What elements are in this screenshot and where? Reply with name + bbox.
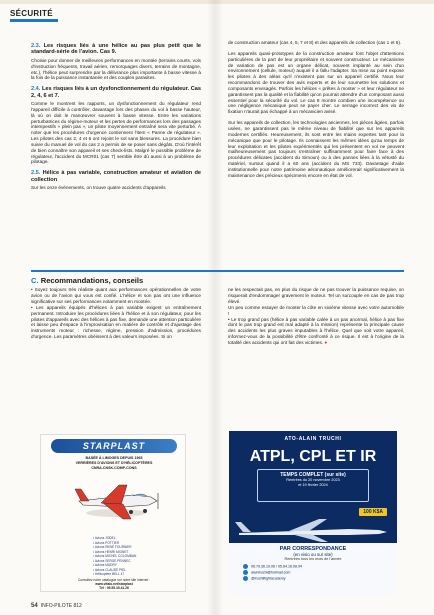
page-fold-shadow <box>207 0 223 615</box>
airliner-icon <box>229 513 397 543</box>
heading-2-3: 2.3. Les risques liés à une hélice au pas plus petit que le standard-série de l'avion. Cas 9. <box>31 43 201 56</box>
list-item: • Avions HENRI MIGNET <box>93 550 136 555</box>
end-mark-icon: ● <box>324 340 328 346</box>
paragraph-right-2: Les appareils quasi-prototypes de la construction amateur font l'objet d'attentions particulières de la part de leur propriétaire et souvent constructeur. Le mécanisme de variation de pas est un organe délicat, souvent implanté au sein d'un environnement (cellule, moteur) auquel il a fallu l'adapter. Sa mise au point expose les pilotes à des aléas qu'il n'existent pas sur un appareil certifié. Nous leur recommandons de trouver des avis experts et de leur soumettre les solutions et composants envisagés. Parfois les hélices « prêtes à monter » et leur régulateur ne garantissent pas la qualité et la fiabilité qu'on pourrait attendre d'un composant aussi essentiel pour la sécurité du vol. Le cas 8 montre combien une incompétence ou une négligence mécanique peut se payer cher. Le serrage incorrect des vis de fixation n'aurait pas échappé à un mécanicien avisé. <box>228 50 404 115</box>
recommendation-2: • Les appareils équipés d'hélices à pas variable exigent un entraînement permanent. Introduire les procédures liées à l'hélice et à son régulateur, pour les pilotes d'appareils avec des hélices à pas fixe, demande une attention particulière et laisse peu d'espace à l'improvisation en matière de contrôle et d'ajustage des instruments moteur : richesse, régime, pression d'admission, procédures d'urgence. Les paramètres obéissent à des valeurs imposées. Si on <box>31 304 201 340</box>
truchi-ad[interactable] <box>229 431 397 595</box>
recommendations-left <box>31 287 201 340</box>
paragraph-2-3: Choisie pour donner de meilleures performances en montée (terrains courts, vols d'instruction fréquents, travail aérien, remorquages divers, terrains de montagne, etc.), l'hélice peut surprendre par la délivrance plus importante à basse vitesse à la fois de la puissance instantanée et des couples parasites. <box>31 57 201 81</box>
recommendation-3: • Le trop grand pas (hélice à pas variable calée à un pas anormal, hélice à pas fixe dont le pas trop grand est mal adapté à la mission) représente la principale cause des accidents les plus graves imputables à l'hélice. Quel que soit votre appareil, informez-vous de la possibilité d'être confronté à ce risque. Il est à l'origine de la totalité des accidents qui ont fait des victimes. ● <box>228 316 404 346</box>
list-item: • Hélicoptère BELL 47 <box>93 572 136 577</box>
starplast-phone[interactable]: Tél : 05.55.30.41.26 <box>99 586 129 590</box>
magazine-name: INFO-PILOTE 812 <box>40 603 82 609</box>
paragraph-right-3: Sur les appareils de collection, les technologies anciennes, les pièces âgées, parfois usées, ne garantissent pas le même niveau de fiabilité que sur les appareils modernes certifiés. Heureusement, ils sont entre les mains expertes tant pour la mécanique que pour le pilotage. Ils connaissent les mêmes idées qu'au temps de leur exploitation et les pilotes expérimentés qui les présentent en vol ne peuvent malheureusement pas toujours s'entraîner suffisamment pour faire face à des procédures délicates (accident du Simoun) ou à des pannes liées à la vétusté du matériel, surtout quand il a 60 ans (accident du MS 733). Davantage d'aide institutionnelle pour notre patrimoine aéronautique améliorerait significativement la maintenance des précieux spécimens encore en état de vol. <box>228 120 404 178</box>
list-item: • Avions MICHEL COLOMBAN <box>93 554 136 559</box>
truchi-phone[interactable]: 06.79.36.19.06 / 05.64.16.08.94 <box>243 564 383 570</box>
page-footer <box>31 603 82 609</box>
instagram-icon <box>243 576 248 581</box>
aerobatic-plane-icon <box>61 475 171 535</box>
truchi-fulltime-label: TEMPS COMPLET (sur site) <box>280 472 346 478</box>
truchi-correspondence-mode: (en visio ou sur site) <box>293 552 333 557</box>
email-icon <box>243 570 248 575</box>
truchi-social[interactable]: @truchiflightacademy <box>243 576 383 582</box>
starplast-catalog-note: Consultez notre catalogue sur notre site internet : <box>77 578 151 582</box>
starplast-owner-list <box>93 536 136 577</box>
truchi-contacts <box>243 564 383 582</box>
starplast-line-3: CNRA-CNSK-COMP-CONS <box>91 466 137 470</box>
heading-2-4: 2.4. Les risques liés à un dysfonctionnement du régulateur. Cas 2, 4, 6 et 7. <box>31 86 201 99</box>
starplast-line-1: BASÉE À LIMOGES DEPUIS 1965 <box>85 456 143 460</box>
truchi-banner: ATO-ALAIN TRUCHI <box>284 436 342 442</box>
starplast-logo: STARPLAST <box>51 439 177 453</box>
truchi-correspondence-sessions: Rentrées tous les mois de l'année <box>284 557 342 561</box>
section-tag: SÉCURITÉ <box>10 9 53 18</box>
truchi-fulltime-box <box>257 469 369 502</box>
starplast-ad[interactable] <box>40 434 186 592</box>
paragraph-right-1: de construction amateur (cas 4, 5, 7 et 8) et des appareils de collection (cas 1 et 6). <box>228 40 402 45</box>
page-number: 54 <box>31 603 38 609</box>
section-c-heading: C. Recommandations, conseils <box>31 270 404 285</box>
starplast-line-2: VERRIÈRES D'AVIONS ET D'HÉLICOPTÈRES <box>75 461 153 465</box>
truchi-price-badge: 100 K$A <box>359 508 387 516</box>
paragraph-2-5: Sur les onze événements, on trouve quatre accidents d'appareils <box>31 185 166 191</box>
right-column <box>228 40 404 184</box>
recommendations-right <box>228 287 404 346</box>
truchi-session-1: Rentrées du 20 novembre 2023 <box>286 478 340 482</box>
phone-icon <box>243 564 248 569</box>
left-column <box>31 40 201 196</box>
section-tag-underline <box>10 19 58 22</box>
recommendation-1: • Soyez toujours très réaliste quant aux performances opérationnelles de votre avion ou de l'avion qui vous est confié. L'hélice et son pas ont une influence significative sur ses performances notamment en montée. <box>31 287 201 304</box>
recommendation-2-cont: ne les respectait pas, en plus du risque de ne pas trouver la puissance requise, on risquerait d'endommager gravement le moteur. Tel un surcouple en cas de pas trop élevé. <box>228 287 404 304</box>
paragraph-2-4: Comme le montrent les rapports, un dysfonctionnement du régulateur rend l'appareil difficile à contrôler, davantage lors des phases du vol à basse hauteur, là où on doit le manœuvrer souvent à basse vitesse. Entre les variations perturbatrices du régime-moteur et les pertes de performances lors des passages intempestifs « plein pas », un pilote moyennement entraîné sera vite perturbé. À noter que les procédures d'urgence contiennent l'item « Panne de régulateur ». Les pilotes des cas 2, 4 et 6 ont rejoint le sol sans blessures. La procédure bien suivie du manuel de vol du cas 2 a permis de se poser sans dégâts. D'où l'intérêt de bien connaître son appareil et ses check-lists. Malgré le possible problème de régulateur, l'accident du MCR01 (cas 7) semble être dû aussi à un problème de pilotage. <box>31 101 201 165</box>
truchi-email[interactable]: alaintruchi@hotmail.com <box>243 570 383 576</box>
truchi-title: ATPL, CPL ET IR <box>249 448 377 465</box>
truchi-correspondence-title: PAR CORRESPONDANCE <box>279 546 347 552</box>
list-item: • Avions MUDRY <box>93 563 136 568</box>
heading-2-5: 2.5. Hélice à pas variable, construction amateur et aviation de collection <box>31 170 201 183</box>
list-item: • Avions JODEL <box>93 536 136 541</box>
truchi-session-2: et 19 février 2024 <box>298 483 328 487</box>
starplast-website-link[interactable]: www.vitalo.net/starplast <box>95 582 133 586</box>
recommendation-analogy: Un peu comme essayer de monter la côte en sixième vitesse avec votre automobile ! <box>228 304 404 316</box>
list-item: • Avions CLAUDE PIEL <box>93 568 136 573</box>
list-item: • Avions RENÉ FOURNIER <box>93 545 136 550</box>
list-item: • Avions POTTIER <box>93 541 136 546</box>
list-item: • Avions SERGE PENNEC <box>93 559 136 564</box>
